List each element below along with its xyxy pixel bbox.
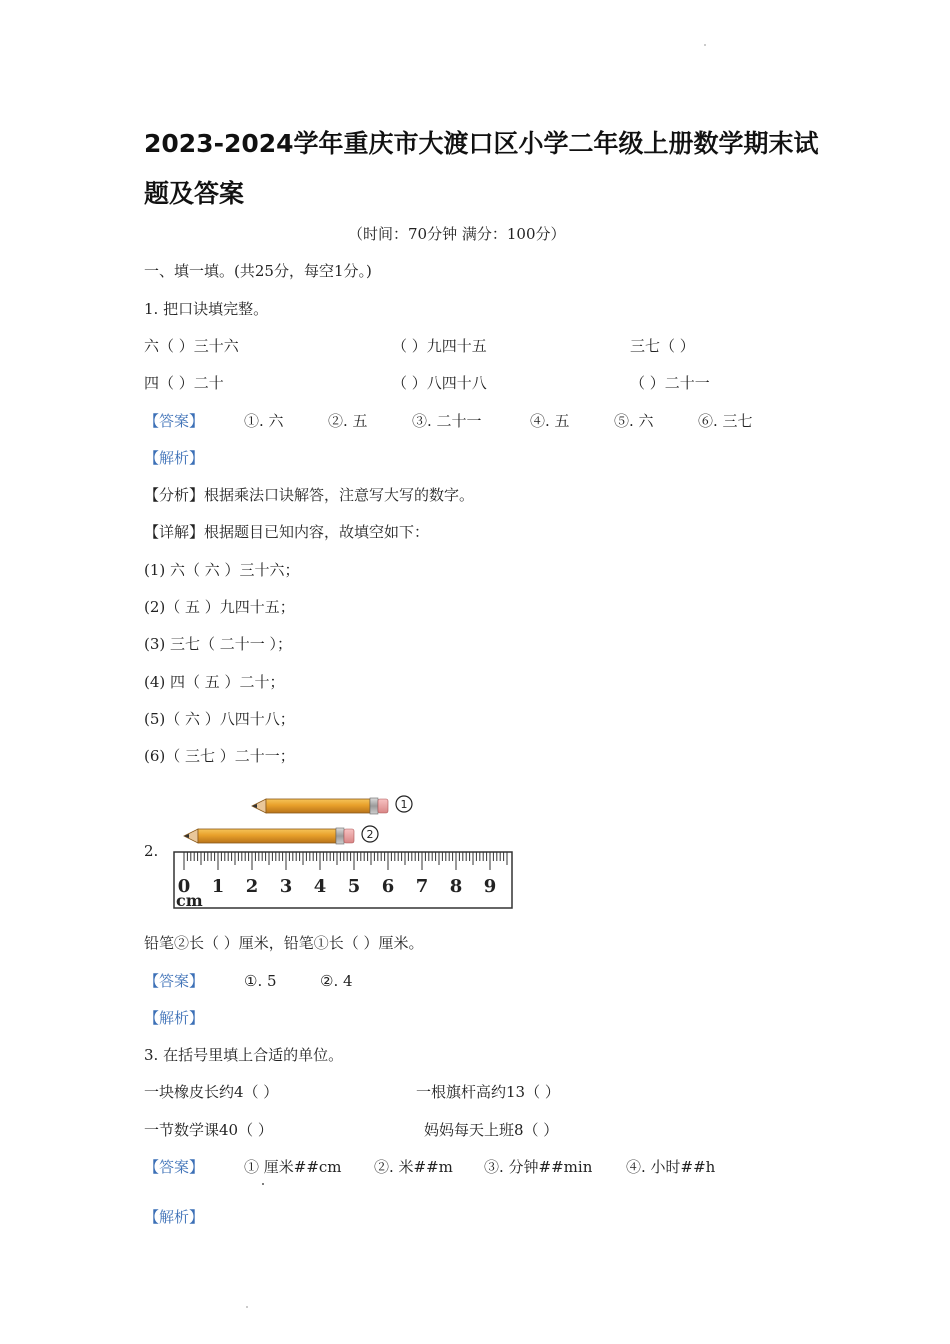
answer-item: ① 厘米##cm bbox=[244, 1158, 342, 1176]
solution-step: (6)（ 三七 ）二十一； bbox=[144, 747, 295, 765]
question-2-text: 铅笔②长（ ）厘米，铅笔①长（ ）厘米。 bbox=[144, 934, 424, 952]
scan-speck bbox=[262, 1183, 264, 1185]
answer-item: ②. 4 bbox=[320, 972, 353, 990]
q3-blank-2: 一根旗杆高约13（ ） bbox=[416, 1083, 560, 1101]
pencil-ferrule bbox=[370, 798, 378, 814]
solution-step: (1) 六（ 六 ）三十六； bbox=[144, 561, 300, 579]
pencil-body bbox=[266, 799, 370, 813]
scan-speck bbox=[246, 1306, 248, 1308]
q1-blank-2: （ ）九四十五 bbox=[392, 337, 487, 355]
answer-item: ⑥. 三七 bbox=[698, 412, 753, 430]
solution-step: (3) 三七（ 二十一 ）； bbox=[144, 635, 293, 653]
ruler-number: 1 bbox=[211, 876, 225, 897]
page-title-continued: 题及答案 bbox=[144, 179, 245, 208]
solution-step: (4) 四（ 五 ）二十； bbox=[144, 673, 285, 691]
analysis-label: 【解析】 bbox=[144, 449, 205, 467]
q1-blank-3: 三七（ ） bbox=[630, 337, 695, 355]
answer-item: ④. 五 bbox=[530, 412, 570, 430]
section-heading: 一、填一填。(共25分，每空1分。) bbox=[144, 262, 372, 280]
ruler-number: 6 bbox=[381, 876, 395, 897]
analysis-label: 【解析】 bbox=[144, 1208, 205, 1226]
solution-step: (5)（ 六 ）八四十八； bbox=[144, 710, 295, 728]
ruler-number: 5 bbox=[347, 876, 361, 897]
q1-blank-1: 六（ ）三十六 bbox=[144, 337, 239, 355]
q1-blank-4: 四（ ）二十 bbox=[144, 374, 224, 392]
question-3-prompt: 3. 在括号里填上合适的单位。 bbox=[144, 1046, 344, 1064]
ruler-unit: cm bbox=[176, 891, 203, 910]
pencil-ruler-figure bbox=[168, 790, 518, 912]
q1-blank-5: （ ）八四十八 bbox=[392, 374, 487, 392]
answer-item: ③. 二十一 bbox=[412, 412, 482, 430]
pencil-2 bbox=[184, 826, 378, 844]
answer-label: 【答案】 bbox=[144, 972, 205, 990]
answer-item: ①. 5 bbox=[244, 972, 277, 990]
answer-item: ⑤. 六 bbox=[614, 412, 654, 430]
scan-speck bbox=[704, 44, 706, 46]
q3-blank-1: 一块橡皮长约4（ ） bbox=[144, 1083, 279, 1101]
answer-item: ②. 米##m bbox=[374, 1158, 453, 1176]
question-2-number: 2. bbox=[144, 842, 159, 860]
ruler-number: 4 bbox=[313, 876, 327, 897]
q3-blank-3: 一节数学课40（ ） bbox=[144, 1121, 273, 1139]
ruler-number: 2 bbox=[245, 876, 259, 897]
ruler-number: 0 bbox=[177, 876, 191, 897]
answer-item: ①. 六 bbox=[244, 412, 284, 430]
answer-label: 【答案】 bbox=[144, 1158, 205, 1176]
solution-step: (2)（ 五 ）九四十五； bbox=[144, 598, 295, 616]
pencil-label: 1 bbox=[400, 798, 408, 811]
pencil-label: 2 bbox=[366, 828, 374, 841]
answer-item: ③. 分钟##min bbox=[484, 1158, 593, 1176]
analysis-label: 【解析】 bbox=[144, 1009, 205, 1027]
answer-item: ②. 五 bbox=[328, 412, 368, 430]
answer-item: ④. 小时##h bbox=[626, 1158, 716, 1176]
question-1-prompt: 1. 把口诀填完整。 bbox=[144, 300, 269, 318]
pencil-body bbox=[198, 829, 336, 843]
answer-label: 【答案】 bbox=[144, 412, 205, 430]
ruler-number: 9 bbox=[483, 876, 497, 897]
pencil-eraser bbox=[378, 799, 388, 813]
page-title: 2023-2024学年重庆市大渡口区小学二年级上册数学期末试 bbox=[144, 129, 819, 158]
q1-blank-6: （ ）二十一 bbox=[630, 374, 710, 392]
q3-blank-4: 妈妈每天上班8（ ） bbox=[424, 1121, 559, 1139]
pencil-eraser bbox=[344, 829, 354, 843]
exam-meta: （时间：70分钟 满分：100分） bbox=[348, 225, 566, 243]
pencil-1 bbox=[252, 796, 412, 814]
pencil-ferrule bbox=[336, 828, 344, 844]
analysis-xiangjie: 【详解】根据题目已知内容，故填空如下： bbox=[144, 523, 430, 541]
ruler-number: 7 bbox=[415, 876, 429, 897]
ruler-number: 3 bbox=[279, 876, 293, 897]
ruler-number: 8 bbox=[449, 876, 463, 897]
analysis-fenxi: 【分析】根据乘法口诀解答，注意写大写的数字。 bbox=[144, 486, 475, 504]
